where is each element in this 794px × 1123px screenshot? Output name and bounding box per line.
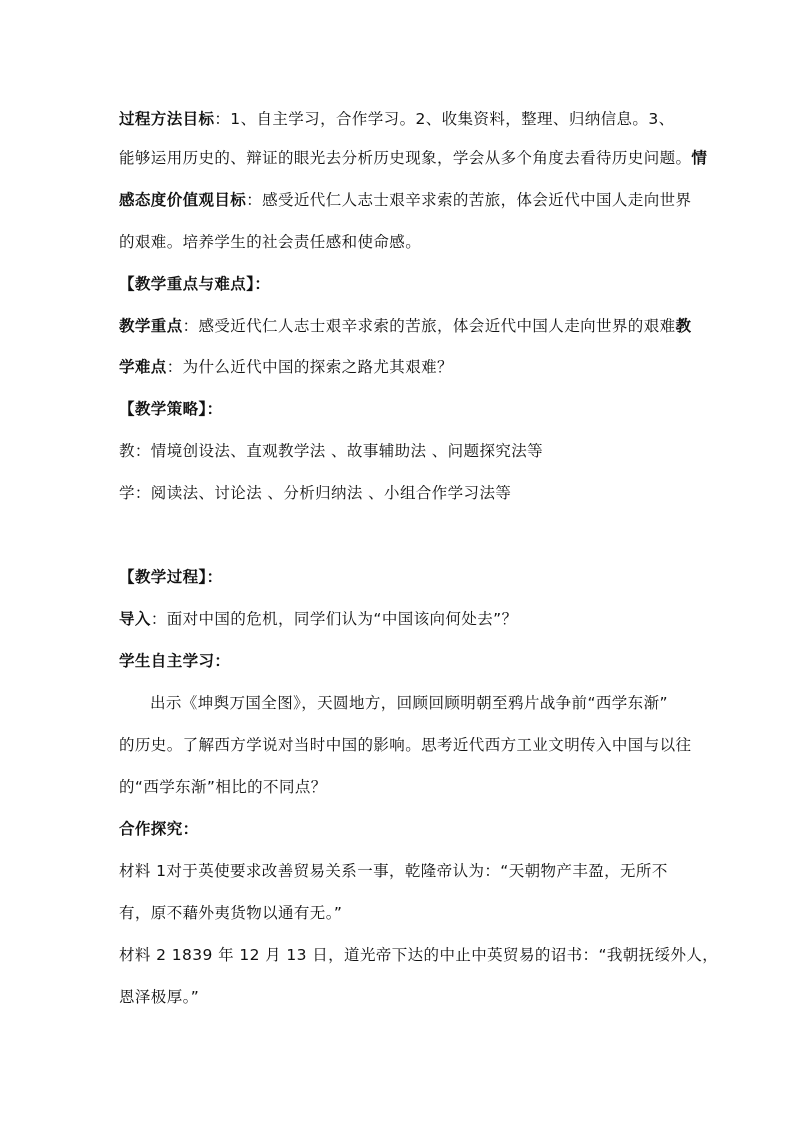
emotion-goal-text: ：感受近代仁人志士艰辛求索的苦旅，体会近代中国人走向世界 (246, 191, 692, 209)
learning-methods-line (119, 483, 694, 503)
material-1-line-2 (119, 903, 694, 923)
self-study-paragraph-line-3 (119, 777, 694, 797)
cooperative-inquiry-heading: 合作探究： (119, 820, 199, 838)
process-method-goal-heading: 过程方法目标 (119, 110, 215, 128)
self-study-text-2: 的历史。了解西方学说对当时中国的影响。思考近代西方工业文明传入中国与以往 (119, 736, 692, 754)
introduction-text: ：面对中国的危机，同学们认为“中国该向何处去”？ (150, 610, 518, 628)
introduction-line (119, 609, 694, 629)
learning-methods-text: 学：阅读法、讨论法 、分析归纳法 、小组合作学习法等 (119, 484, 512, 502)
emotion-goal-heading-start: 情 (691, 149, 708, 167)
difficult-point-text: ：为什么近代中国的探索之路尤其艰难？ (166, 358, 453, 376)
strategy-heading-line (119, 399, 694, 419)
difficult-point-line (119, 357, 694, 377)
process-method-goal-text-2: 能够运用历史的、辩证的眼光去分析历史现象，学会从多个角度去看待历史问题。 (119, 149, 692, 167)
material-2-text-1: 材料 2 1839 年 12 月 13 日，道光帝下达的中止中英贸易的诏书：“我朝抚绥外人， (119, 946, 719, 964)
process-method-goal-line (119, 109, 694, 129)
emotion-goal-text-2: 的艰难。培养学生的社会责任感和使命感。 (119, 233, 422, 251)
key-point-line (119, 316, 694, 336)
strategy-heading: 【教学策略】： (119, 400, 223, 418)
material-2-line-1 (119, 945, 719, 965)
material-2-text-2: 恩泽极厚。” (119, 988, 200, 1006)
emotion-goal-line-2 (119, 232, 694, 252)
emotion-goal-heading: 感态度价值观目标 (119, 191, 247, 209)
key-difficult-points-heading-line (119, 274, 694, 294)
material-1-line-1 (119, 861, 694, 881)
key-point-text: ：感受近代仁人志士艰辛求索的苦旅，体会近代中国人走向世界的艰难 (182, 317, 676, 335)
self-study-paragraph-line-1 (150, 693, 695, 713)
self-study-text-1: 出示《坤舆万国全图》，天圆地方，回顾回顾明朝至鸦片战争前“西学东渐” (150, 694, 668, 712)
self-study-heading: 学生自主学习： (119, 652, 231, 670)
self-study-text-3: 的“西学东渐”相比的不同点？ (119, 778, 327, 796)
cooperative-inquiry-heading-line (119, 819, 694, 839)
key-difficult-points-heading: 【教学重点与难点】： (119, 275, 271, 293)
process-heading-line (119, 567, 694, 587)
teaching-methods-line (119, 441, 694, 461)
material-1-text-2: 有，原不藉外夷货物以通有无。” (119, 904, 343, 922)
process-method-goal-line-2 (119, 148, 708, 168)
process-method-goal-text: ：1、自主学习，合作学习。2、收集资料，整理、归纳信息。3、 (214, 110, 675, 128)
key-point-heading: 教学重点 (119, 317, 183, 335)
difficult-point-heading-start: 教 (675, 317, 692, 335)
process-heading: 【教学过程】： (119, 568, 223, 586)
teaching-methods-text: 教：情境创设法、直观教学法 、故事辅助法 、问题探究法等 (119, 442, 544, 460)
material-1-text-1: 材料 1对于英使要求改善贸易关系一事，乾隆帝认为：“天朝物产丰盈，无所不 (119, 862, 668, 880)
material-2-line-2 (119, 987, 694, 1007)
introduction-heading: 导入 (119, 610, 151, 628)
self-study-paragraph-line-2 (119, 735, 694, 755)
difficult-point-heading: 学难点 (119, 358, 167, 376)
self-study-heading-line (119, 651, 694, 671)
emotion-goal-line (119, 190, 694, 210)
